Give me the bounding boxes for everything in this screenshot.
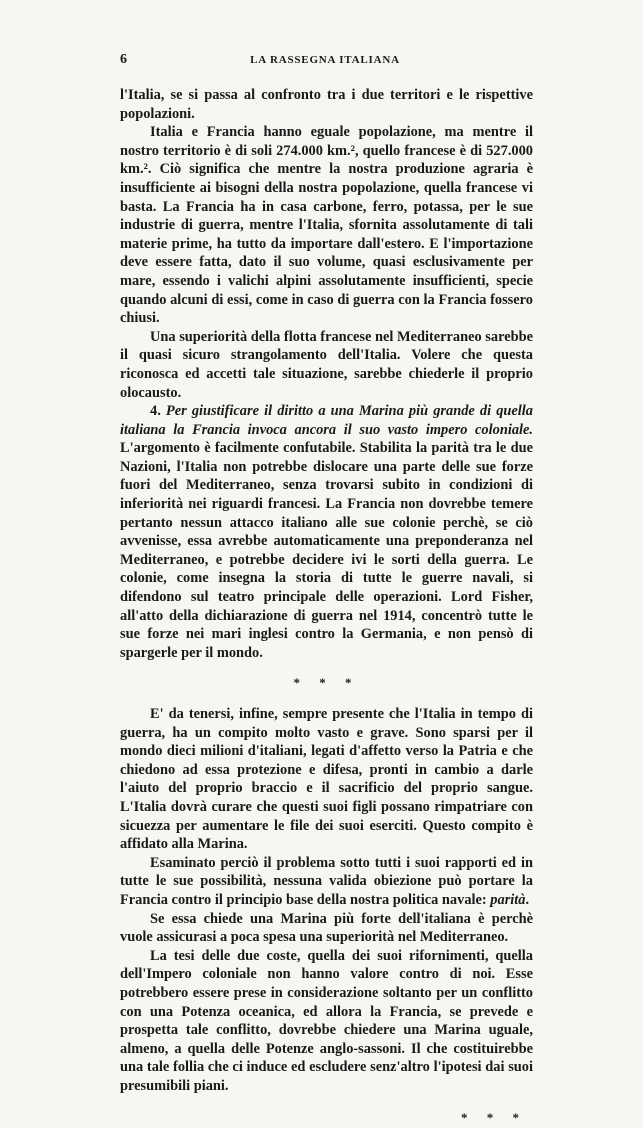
page-header <box>120 52 530 70</box>
emphasis-parita: parità <box>490 891 526 908</box>
paragraph-continuation: l'Italia, se si passa al confronto tra i due territori e le rispettive popolazioni. <box>120 87 533 122</box>
paragraph: Italia e Francia hanno eguale popolazione, ma mentre il nostro territorio è di soli 274.000 km.², quello francese è di 527.000 km.². Ciò significa che mentre la nostra produzione agraria è insufficiente ai bisogni della nostra popolazione, quella francese vi basta. La Francia ha in casa carbone, ferro, potassa, per le sue industrie di guerra, mentre l'Italia, sfornita assolutamente di tali materie prime, ha tutto da importare dall'estero. E l'importazione deve essere fatta, dato il suo volume, quasi esclusivamente per mare, essendo i valichi alpini assolutamente insufficienti, specie quando alcuni di essi, come in caso di guerra con la Francia fossero chiusi. <box>120 124 533 327</box>
paragraph-tail: . <box>525 891 530 908</box>
page-number: 6 <box>120 52 127 67</box>
point-text: L'argomento è facilmente confutabile. Stabilita la parità tra le due Nazioni, l'Italia non potrebbe dislocare una parte delle sue forze fuori del Mediterraneo, senza trovarsi subito in condizioni di inferiorità nei riguardi francesi. La Francia non dovrebbe temere pertanto nessun attacco italiano alle sue colonie perchè, se ciò avvenisse, essa avrebbe automaticamente una preponderanza nel Mediterraneo, e potrebbe decidere ivi le sorti della guerra. Le colonie, come insegna la storia di tutte le guerre navali, si difendono sul teatro principale delle operazioni. Lord Fisher, all'atto della dichiarazione di guerra nel 1914, concentrò tutte le sue forze nei mari inglesi contro la Germania, e non pensò di spargerle per il mondo. <box>120 440 533 661</box>
end-mark: * * * <box>461 1110 527 1126</box>
paragraph: La tesi delle due coste, quella dei suoi rifornimenti, quella dell'Impero coloniale non hanno valore contro di noi. Esse potrebbero essere prese in considerazione soltanto per un conflitto con una Potenza oceanica, ed allora la Francia, se prevede e prospetta tale conflitto, dovrebbe chiedere una Marina uguale, almeno, a quella delle Potenze anglo-sassoni. Il che costituirebbe una tale follia che ci induce ed escludere senz'altro l'ipotesi dai suoi presumibili piani. <box>120 947 533 1094</box>
paragraph: E' da tenersi, infine, sempre presente che l'Italia in tempo di guerra, ha un compito molto vasto e grave. Sono sparsi per il mondo dieci milioni d'italiani, legati d'affetto verso la Patria e che chiedono ad essa protezione e difesa, pronti in cambio a darle l'aiuto del proprio braccio e il sacrificio del proprio sangue. L'Italia dovrà curare che questi suoi figli possano rimpatriare con sicuezza per aumentare le file dei suoi eserciti. Questo compito è affidato alla Marina. <box>120 706 533 853</box>
paragraph: Una superiorità della flotta francese nel Mediterraneo sarebbe il quasi sicuro strangolamento dell'Italia. Volere che questa riconosca ed accetti tale situazione, sarebbe chiederle il proprio olocausto. <box>120 328 534 401</box>
paragraph: Se essa chiede una Marina più forte dell'italiana è perchè vuole assicurasi a poca spesa una superiorità nel Mediterraneo. <box>120 910 533 946</box>
paragraph-text: Esaminato perciò il problema sotto tutti i suoi rapporti ed in tutte le sue possibilità, nessuna valida obiezione può portare la Francia contro il principio base della nostra politica navale: <box>120 854 533 908</box>
paragraph-point-4 <box>120 402 533 662</box>
point-heading: Per giustificare il diritto a una Marina più grande di quella italiana la Francia invoca ancora il suo vasto impero coloniale. <box>120 403 533 438</box>
paragraph <box>120 854 533 910</box>
point-number: 4. <box>150 403 166 420</box>
running-title: LA RASSEGNA ITALIANA <box>250 54 400 66</box>
article-body <box>120 86 533 1128</box>
section-separator: * * * <box>293 675 360 691</box>
